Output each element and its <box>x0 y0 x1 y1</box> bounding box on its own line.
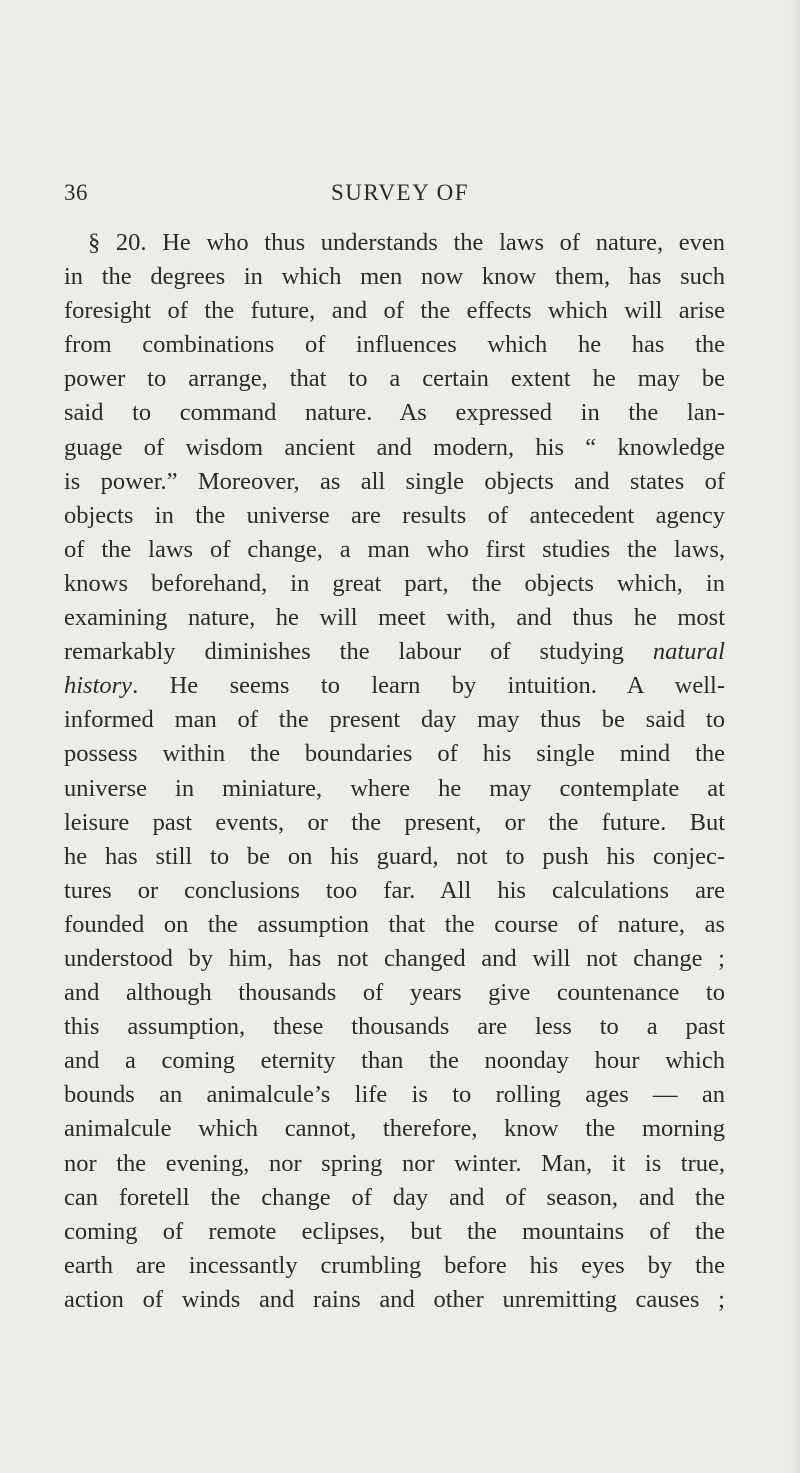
text-line: earth are incessantly crumbling before his eyes by the <box>64 1251 725 1279</box>
text-line: from combinations of influences which he has the <box>64 331 725 359</box>
text-line: history. He seems to learn by intuition. A well- <box>64 672 725 700</box>
text-line: guage of wisdom ancient and modern, his “ knowledge <box>64 433 725 461</box>
text-line: and although thousands of years give countenance to <box>64 979 725 1007</box>
text-line: foresight of the future, and of the effects which will arise <box>64 297 725 325</box>
text-line: this assumption, these thousands are less to a past <box>64 1013 725 1041</box>
text-line: coming of remote eclipses, but the mountains of the <box>64 1217 725 1245</box>
text-line: bounds an animalcule’s life is to rolling ages — an <box>64 1081 725 1109</box>
page-number: 36 <box>64 180 88 205</box>
body-text <box>64 226 725 1317</box>
text-line: he has still to be on his guard, not to push his conjec- <box>64 842 725 870</box>
text-line: tures or conclusions too far. All his calculations are <box>64 876 725 904</box>
running-head <box>0 180 800 210</box>
text-line: examining nature, he will meet with, and thus he most <box>64 604 725 632</box>
text-line: § 20. He who thus understands the laws of nature, even <box>88 229 725 256</box>
text-line: in the degrees in which men now know them, has such <box>64 263 725 291</box>
text-line: knows beforehand, in great part, the objects which, in <box>64 569 725 597</box>
text-line: founded on the assumption that the course of nature, as <box>64 910 725 938</box>
text-line: objects in the universe are results of antecedent agency <box>64 501 725 529</box>
text-line: universe in miniature, where he may contemplate at <box>64 774 725 802</box>
text-line: power to arrange, that to a certain extent he may be <box>64 365 725 393</box>
page-edge-shadow <box>790 0 800 1473</box>
text-line: understood by him, has not changed and will not change ; <box>64 944 725 972</box>
running-title: SURVEY OF <box>331 180 469 205</box>
text-line: leisure past events, or the present, or the future. But <box>64 808 725 836</box>
text-line: remarkably diminishes the labour of studying natural <box>64 638 725 666</box>
text-line: possess within the boundaries of his single mind the <box>64 740 725 768</box>
italic-term: natural <box>652 638 725 666</box>
text-line: animalcule which cannot, therefore, know the morning <box>64 1115 725 1143</box>
text-line: action of winds and rains and other unremitting causes ; <box>64 1285 725 1313</box>
text-line: can foretell the change of day and of season, and the <box>64 1183 725 1211</box>
text-line: and a coming eternity than the noonday hour which <box>64 1047 725 1075</box>
italic-term: history <box>64 672 133 700</box>
text-line: informed man of the present day may thus be said to <box>64 706 725 734</box>
text-line: of the laws of change, a man who first studies the laws, <box>64 535 725 563</box>
text-line: said to command nature. As expressed in the lan- <box>64 399 725 427</box>
text-line: nor the evening, nor spring nor winter. Man, it is true, <box>64 1149 725 1177</box>
text-line: is power.” Moreover, as all single objects and states of <box>64 467 725 495</box>
